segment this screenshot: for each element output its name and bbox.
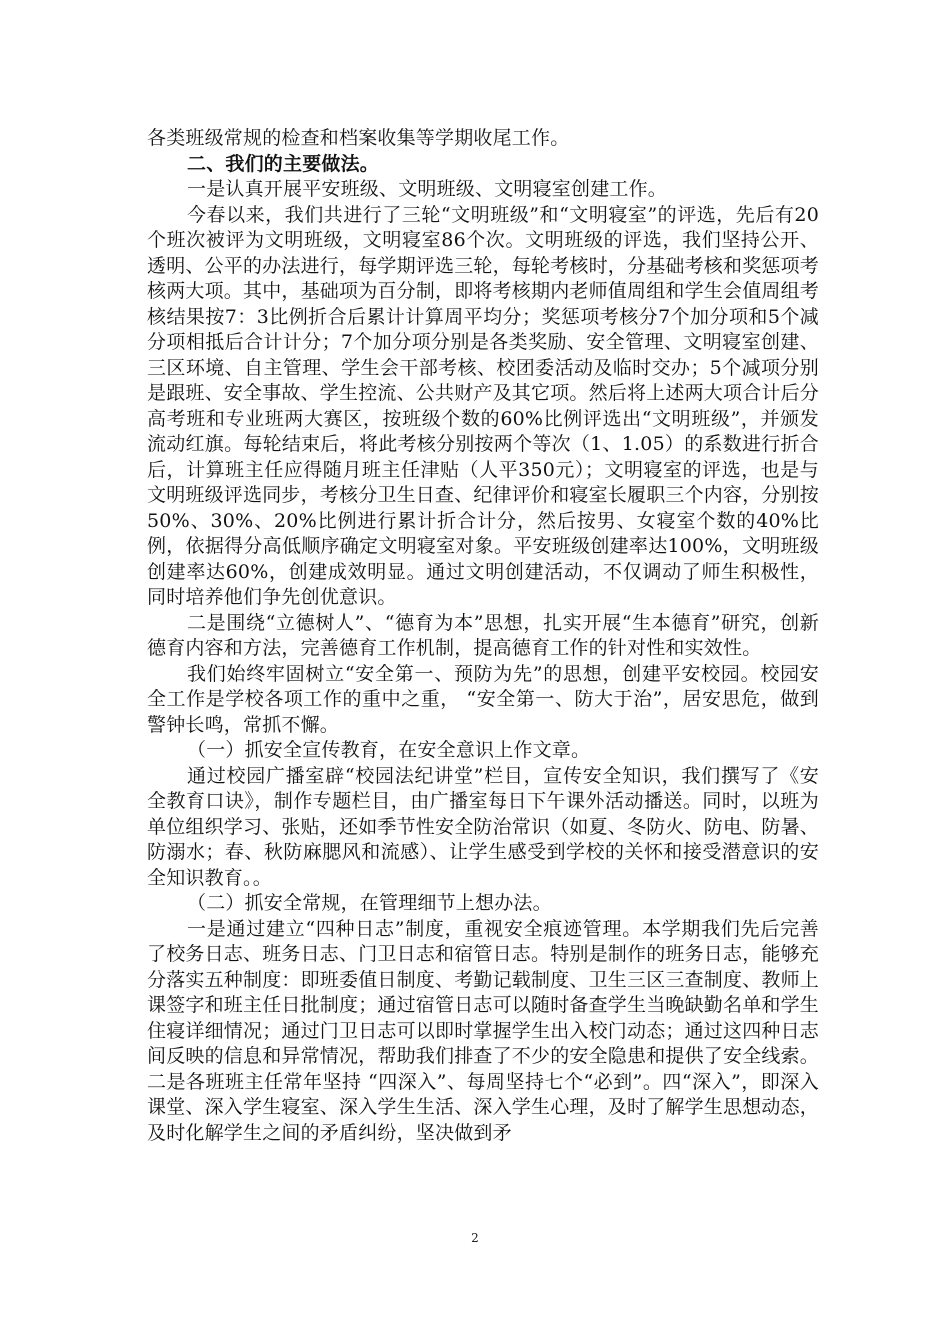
- paragraph-four-deep: 二是各班班主任常年坚持 “四深入”、每周坚持七个“必到”。四“深入”，即深入课堂、深入学生寝室、深入学生生活、深入学生心理，及时了解学生思想动态，及时化解学生之间的矛盾纠纷，坚决做到矛: [147, 1070, 820, 1144]
- paragraph-four-logs: 一是通过建立“四种日志”制度，重视安全痕迹管理。本学期我们先后完善了校务日志、班务日志、门卫日志和宿管日志。特别是制作的班务日志，能够充分落实五种制度：即班委值日制度、考勤记载制度、卫生三区三查制度、教师上课签字和班主任日批制度；通过宿管日志可以随时备查学生当晚缺勤名单和学生住寝详细情况；通过门卫日志可以即时掌握学生出入校门动态；通过这四种日志间反映的信息和异常情况，帮助我们排查了不少的安全隐患和提供了安全线索。: [147, 917, 820, 1067]
- paragraph-civilized-class-intro: 一是认真开展平安班级、文明班级、文明寝室创建工作。: [187, 178, 668, 200]
- paragraph-moral-education: 二是围绕“立德树人”、“德育为本”思想，扎实开展“生本德育”研究，创新德育内容和方法，完善德育工作机制，提高德育工作的针对性和实效性。: [147, 611, 819, 659]
- subheading-safety-education: （一）抓安全宣传教育，在安全意识上作文章。: [187, 739, 591, 761]
- paragraph-safety-first: 我们始终牢固树立“安全第一、预防为先”的思想，创建平安校园。校园安全工作是学校各项工作的重中之重， “安全第一、防大于治”，居安思危，做到警钟长鸣，常抓不懈。: [147, 662, 819, 736]
- subheading-safety-routine: （二）抓安全常规，在管理细节上想办法。: [187, 892, 552, 914]
- page-number: 2: [471, 1231, 479, 1245]
- paragraph-safety-broadcast: 通过校园广播室辟“校园法纪讲堂”栏目，宣传安全知识，我们撰写了《安全教育口诀》，制作专题栏目，由广播室每日下午课外活动播送。同时，以班为单位组织学习、张贴，还如季节性安全防治常识（如夏、冬防火、防电、防暑、防溺水；春、秋防麻腮风和流感）、让学生感受到学校的关怀和接受潜意识的安全知识教育。。: [147, 764, 820, 889]
- paragraph-civilized-class-details: 今春以来，我们共进行了三轮“文明班级”和“文明寝室”的评选，先后有20个班次被评为文明班级，文明寝室86个次。文明班级的评选，我们坚持公开、透明、公平的办法进行，每学期评选三轮，每轮考核时，分基础考核和奖惩项考核两大项。其中，基础项为百分制，即将考核期内老师值周组和学生会值周组考核结果按7：3比例折合后累计计算周平均分；奖惩项考核分7个加分项和5个减分项相抵后合计计分；7个加分项分别是各类奖励、安全管理、文明寝室创建、三区环境、自主管理、学生会干部考核、校团委活动及临时交办；5个减项分别是跟班、安全事故、学生控流、公共财产及其它项。然后将上述两大项合计后分高考班和专业班两大赛区，按班级个数的60%比例评选出“文明班级”，并颁发流动红旗。每轮结束后，将此考核分别按两个等次（1、1.05）的系数进行折合后，计算班主任应得随月班主任津贴（人平350元）；文明寝室的评选，也是与文明班级评选同步，考核分卫生日查、纪律评价和寝室长履职三个内容，分别按50%、30%、20%比例进行累计折合计分，然后按男、女寝室个数的40%比例，依据得分高低顺序确定文明寝室对象。平安班级创建率达100%，文明班级创建率达60%，创建成效明显。通过文明创建活动，不仅调动了师生积极性，同时培养他们争先创优意识。: [147, 203, 820, 608]
- section-heading: 二、我们的主要做法。: [187, 152, 380, 175]
- paragraph-continuation: 各类班级常规的检查和档案收集等学期收尾工作。: [147, 127, 570, 149]
- document-body: [147, 126, 819, 1146]
